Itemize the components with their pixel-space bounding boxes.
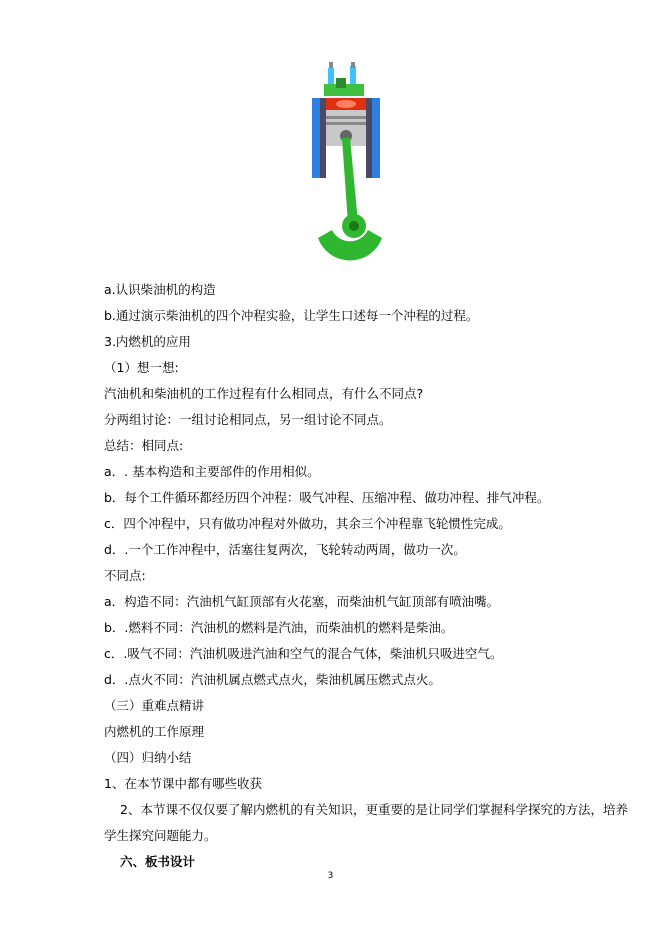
text-line: b．.燃料不同：汽油机的燃料是汽油，而柴油机的燃料是柴油。 xyxy=(104,620,454,635)
text-line: （四）归纳小结 xyxy=(104,750,192,765)
text-line: c．.吸气不同：汽油机吸进汽油和空气的混合气体，柴油机只吸进空气。 xyxy=(104,646,503,661)
text-line: 总结：相同点: xyxy=(104,438,184,453)
text-line: b．每个工件循环都经历四个冲程：吸气冲程、压缩冲程、做功冲程、排气冲程。 xyxy=(104,490,550,505)
text-line: d．.一个工作冲程中，活塞往复两次，飞轮转动两周，做功一次。 xyxy=(104,542,466,557)
text-line: 汽油机和柴油机的工作过程有什么相同点，有什么不同点? xyxy=(104,386,424,401)
text-line: （1）想一想: xyxy=(104,360,179,375)
page-number: 3 xyxy=(327,871,334,881)
text-line: 不同点: xyxy=(104,568,146,583)
text-line: 内燃机的工作原理 xyxy=(104,724,205,739)
text-line: a.认识柴油机的构造 xyxy=(104,282,216,297)
text-line: d．.点火不同：汽油机属点燃式点火，柴油机属压燃式点火。 xyxy=(104,672,441,687)
text-line: b.通过演示柴油机的四个冲程实验，让学生口述每一个冲程的过程。 xyxy=(104,308,479,323)
text-line: 分两组讨论：一组讨论相同点，另一组讨论不同点。 xyxy=(104,412,392,427)
text-line: 学生探究问题能力。 xyxy=(104,828,217,843)
text-line: 3.内燃机的应用 xyxy=(104,334,191,349)
text-line: 1、在本节课中都有哪些收获 xyxy=(104,776,262,791)
text-line: a．构造不同：汽油机气缸顶部有火花塞，而柴油机气缸顶部有喷油嘴。 xyxy=(104,594,500,609)
text-line: 2、本节课不仅仅要了解内燃机的有关知识，更重要的是让同学们掌握科学探究的方法，培养 xyxy=(120,802,628,817)
diesel-engine-illustration xyxy=(308,62,384,272)
text-line: c．四个冲程中，只有做功冲程对外做功，其余三个冲程靠飞轮惯性完成。 xyxy=(104,516,511,531)
section-heading: 六、板书设计 xyxy=(120,854,196,869)
text-line: a．. 基本构造和主要部件的作用相似。 xyxy=(104,464,320,479)
text-line: （三）重难点精讲 xyxy=(104,698,205,713)
